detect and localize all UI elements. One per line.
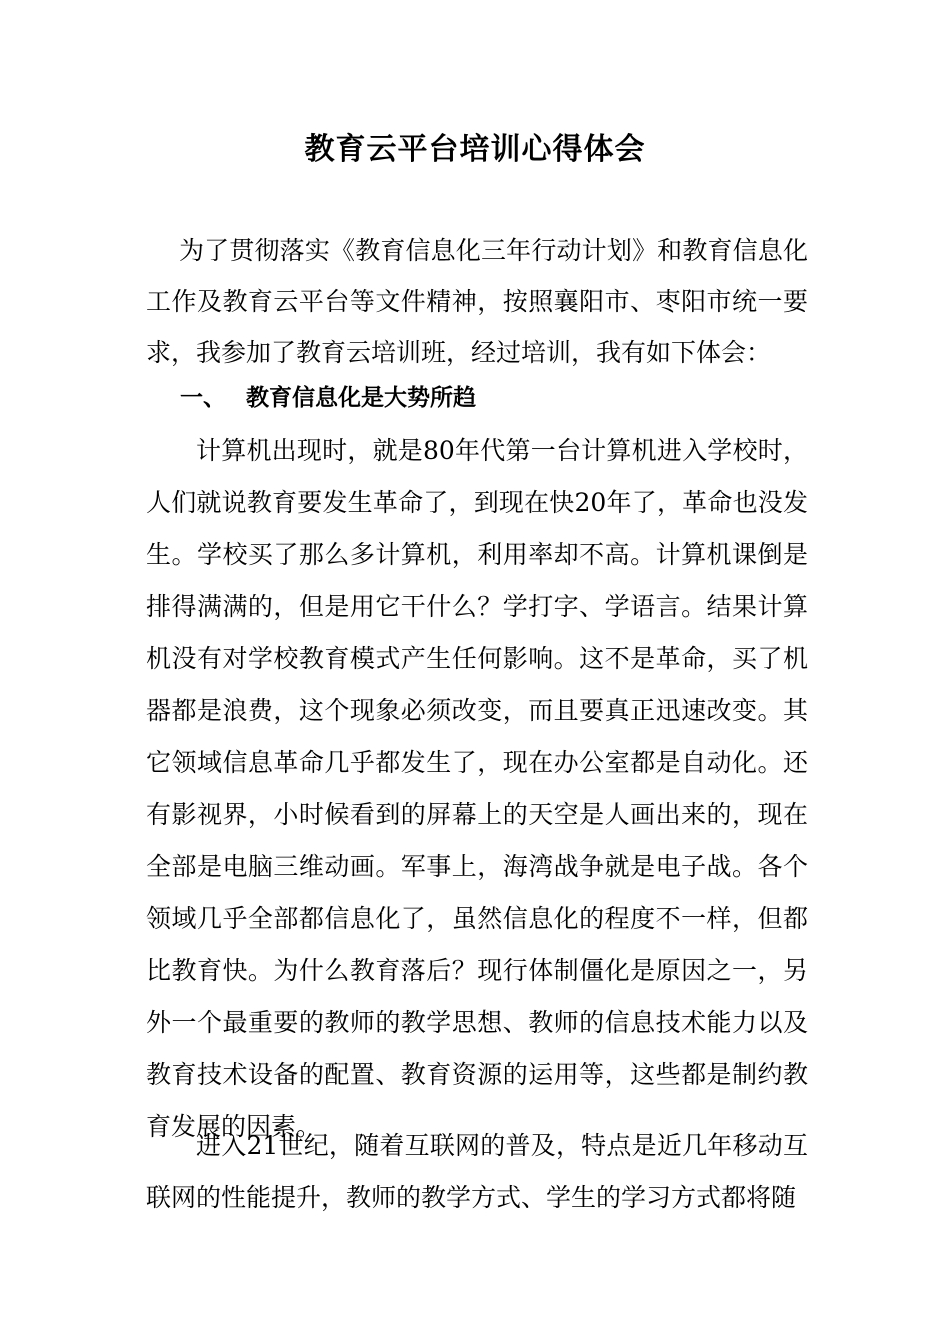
document-title: 教育云平台培训心得体会	[304, 132, 646, 167]
intro-paragraph: 为了贯彻落实《教育信息化三年行动计划》和教育信息化工作及教育云平台等文件精神，按照襄阳市、枣阳市统一要求，我参加了教育云培训班，经过培训，我有如下体会：	[146, 236, 808, 367]
section-heading	[180, 376, 476, 420]
body-paragraph: 计算机出现时，就是80年代第一台计算机进入学校时，人们就说教育要发生革命了，到现在快20年了，革命也没发生。学校买了那么多计算机，利用率却不高。计算机课倒是排得满满的，但是用它干什么？学打字、学语言。结果计算机没有对学校教育模式产生任何影响。这不是革命，买了机器都是浪费，这个现象必须改变，而且要真正迅速改变。其它领域信息革命几乎都发生了，现在办公室都是自动化。还有影视界，小时候看到的屏幕上的天空是人画出来的，现在全部是电脑三维动画。军事上，海湾战争就是电子战。各个领域几乎全部都信息化了，虽然信息化的程度不一样，但都比教育快。为什么教育落后？现行体制僵化是原因之一，另外一个最重要的教师的教学思想、教师的信息技术能力以及教育技术设备的配置、教育资源的运用等，这些都是制约教育发展的因素。	[146, 436, 808, 1141]
body-paragraph-continued: 进入21世纪，随着互联网的普及，特点是近几年移动互联网的性能提升，教师的教学方式、学生的学习方式都将随	[146, 1131, 808, 1212]
section-heading-text: 教育信息化是大势所趋	[246, 385, 476, 411]
section-number: 一、	[180, 385, 226, 411]
